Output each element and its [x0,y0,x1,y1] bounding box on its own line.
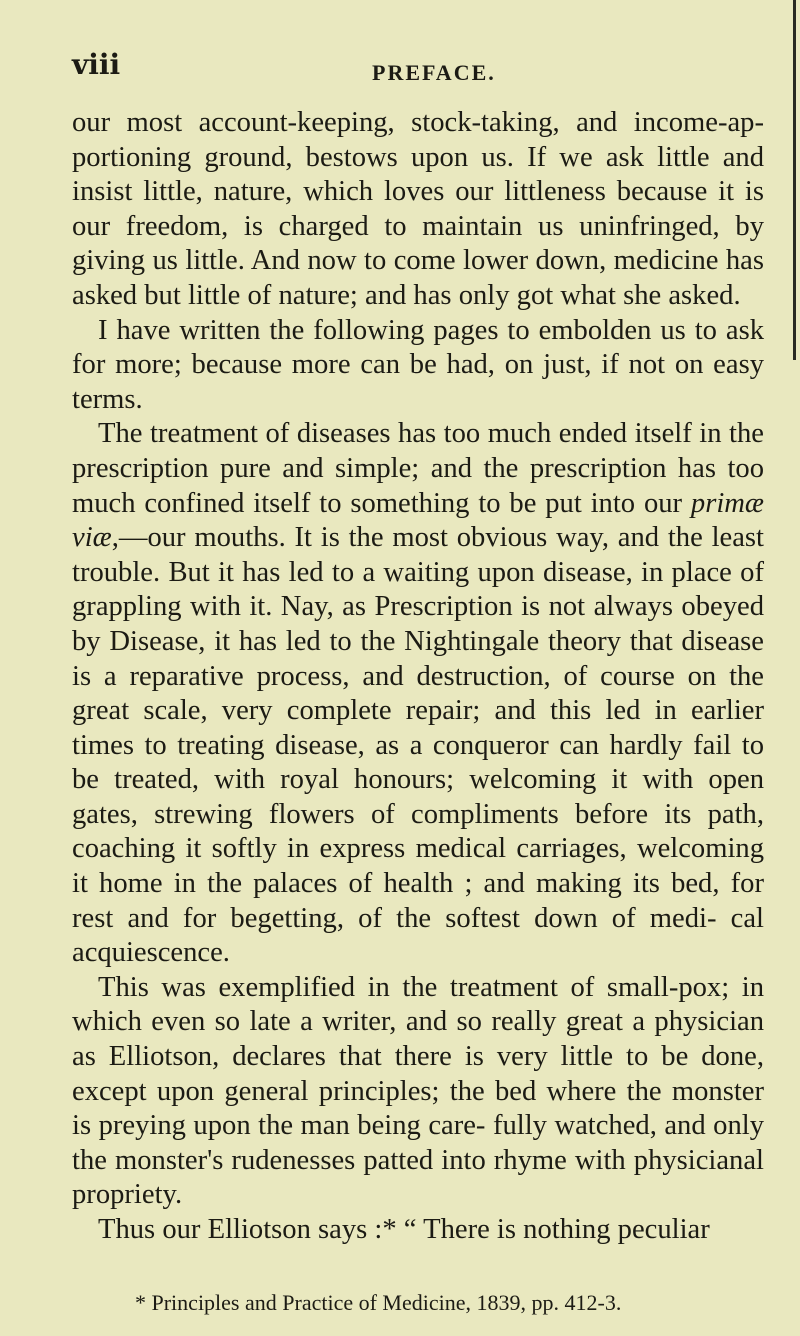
body-text [72,106,764,1248]
paragraph: I have written the following pages to embolden us to ask for more; because more can be had, on just, if not on easy terms. [72,314,764,415]
footnote: * Principles and Practice of Medicine, 1839, pp. 412-3. [135,1290,622,1315]
paragraph: Thus our Elliotson says :* “ There is nothing peculiar [98,1214,710,1245]
running-head: PREFACE. [372,60,496,85]
paragraph: The treatment of diseases has too much ended itself in the prescription pure and simple; and the prescription has too much confined itself to something to be put into our primæ viæ,—our mouths. It is the most obvious way, and the least trouble. But it has led to a waiting upon disease, in place of grappling with it. Nay, as Prescription is not always obeyed by Disease, it has led to the Nightingale theory that disease is a reparative process, and destruction, of course on the great scale, very complete repair; and this led in earlier times to treating disease, as a conqueror can hardly fail to be treated, with royal honours; welcoming it with open gates, strewing flowers of compliments before its path, coaching it softly in express medical carriages, welcoming it home in the palaces of health ; and making its bed, for rest and for begetting, of the softest down of medi- cal acquiescence. [72,418,764,969]
page-number: viii [72,48,121,81]
paragraph: This was exemplified in the treatment of small-pox; in which even so late a writer, and so really great a physician as Elliotson, declares that there is very little to be done, except upon general principles; the bed where the monster is preying upon the man being care- fully watched, and only the monster's rudenesses patted into rhyme with physicianal propriety. [72,971,764,1211]
paragraph: our most account-keeping, stock-taking, and income-ap- portioning ground, bestows upon us. If we ask little and insist little, nature, which loves our littleness because it is our freedom, is charged to maintain us uninfringed, by giving us little. And now to come lower down, medicine has asked but little of nature; and has only got what she asked. [72,107,764,311]
latin-phrase: primæ viæ [72,487,764,554]
page-header [72,50,772,90]
page-edge-shadow [793,0,796,360]
